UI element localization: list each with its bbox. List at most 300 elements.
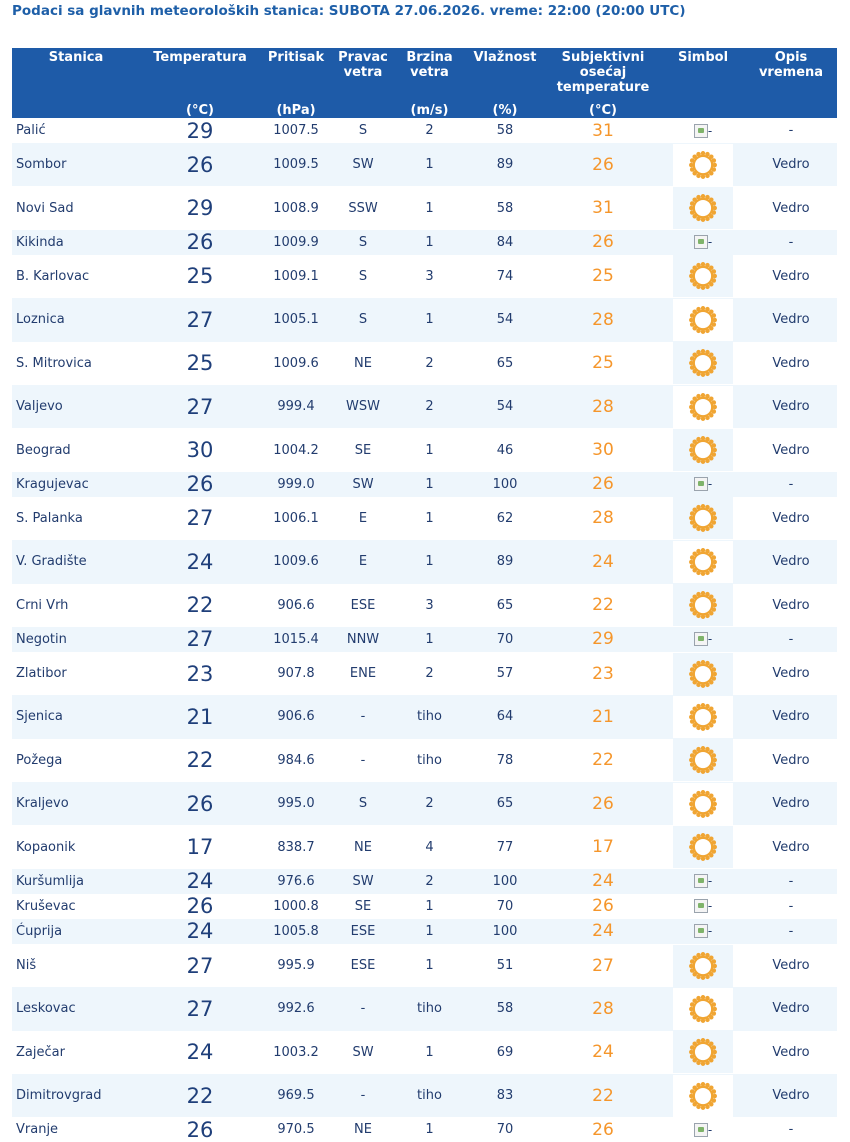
- table-row: [12, 186, 837, 229]
- pressure-value: 970.5: [260, 1117, 332, 1142]
- weather-description: -: [745, 472, 837, 497]
- weather-symbol-box: [673, 1031, 733, 1073]
- feels-like-value: 30: [545, 428, 661, 471]
- weather-description: Vedro: [745, 584, 837, 627]
- column-header: [745, 48, 837, 118]
- weather-description: Vedro: [745, 342, 837, 385]
- station-name: Niš: [12, 944, 140, 987]
- table-row: [12, 987, 837, 1030]
- broken-image-alt: -: [707, 874, 713, 889]
- humidity-value: 65: [465, 584, 545, 627]
- temperature-value: 23: [140, 652, 260, 695]
- broken-image-icon: [694, 924, 712, 938]
- column-header-label: Opis vremena: [758, 50, 824, 80]
- wind-speed-value: tiho: [394, 695, 465, 738]
- table-header-row: [12, 48, 837, 118]
- wind-direction-value: S: [332, 782, 394, 825]
- wind-direction-value: -: [332, 739, 394, 782]
- pressure-value: 1008.9: [260, 186, 332, 229]
- sun-icon: [688, 261, 718, 291]
- feels-like-value: 27: [545, 944, 661, 987]
- pressure-value: 1009.1: [260, 255, 332, 298]
- table-row: [12, 1117, 837, 1142]
- humidity-value: 70: [465, 894, 545, 919]
- sun-icon: [688, 702, 718, 732]
- weather-description: Vedro: [745, 1031, 837, 1074]
- station-name: Vranje: [12, 1117, 140, 1142]
- station-name: Kuršumlija: [12, 869, 140, 894]
- weather-description: Vedro: [745, 739, 837, 782]
- temperature-value: 26: [140, 1117, 260, 1142]
- column-header-label: Subjektivni osećaj temperature: [556, 50, 650, 95]
- broken-image-alt: -: [707, 899, 713, 914]
- weather-description: Vedro: [745, 497, 837, 540]
- weather-symbol: [661, 1074, 745, 1117]
- station-name: Loznica: [12, 298, 140, 341]
- feels-like-value: 25: [545, 342, 661, 385]
- table-row: [12, 230, 837, 255]
- weather-symbol-box: [673, 628, 733, 650]
- wind-speed-value: 1: [394, 497, 465, 540]
- weather-symbol-box: [673, 386, 733, 428]
- humidity-value: 89: [465, 143, 545, 186]
- temperature-value: 27: [140, 987, 260, 1030]
- weather-symbol-box: [673, 945, 733, 987]
- weather-description: -: [745, 919, 837, 944]
- weather-description: Vedro: [745, 143, 837, 186]
- column-header: [394, 48, 465, 118]
- column-header-unit: (m/s): [410, 103, 449, 118]
- pressure-value: 1009.6: [260, 342, 332, 385]
- feels-like-value: 26: [545, 1117, 661, 1142]
- feels-like-value: 24: [545, 1031, 661, 1074]
- temperature-value: 27: [140, 627, 260, 652]
- weather-symbol: [661, 472, 745, 497]
- pressure-value: 906.6: [260, 584, 332, 627]
- weather-symbol: [661, 143, 745, 186]
- sun-icon: [688, 659, 718, 689]
- weather-symbol: [661, 695, 745, 738]
- humidity-value: 74: [465, 255, 545, 298]
- humidity-value: 64: [465, 695, 545, 738]
- broken-image-icon: [694, 899, 712, 913]
- wind-direction-value: NE: [332, 342, 394, 385]
- sun-icon: [688, 745, 718, 775]
- table-row: [12, 540, 837, 583]
- broken-image-icon: [694, 632, 712, 646]
- wind-direction-value: SW: [332, 472, 394, 497]
- weather-description: Vedro: [745, 385, 837, 428]
- column-header: [545, 48, 661, 118]
- broken-image-alt: -: [707, 235, 713, 250]
- wind-direction-value: ESE: [332, 584, 394, 627]
- weather-symbol-box: [673, 299, 733, 341]
- wind-speed-value: 1: [394, 944, 465, 987]
- weather-description: -: [745, 230, 837, 255]
- sun-icon: [688, 305, 718, 335]
- pressure-value: 995.0: [260, 782, 332, 825]
- station-name: Valjevo: [12, 385, 140, 428]
- wind-direction-value: NE: [332, 825, 394, 868]
- humidity-value: 100: [465, 472, 545, 497]
- weather-description: Vedro: [745, 652, 837, 695]
- wind-speed-value: 2: [394, 118, 465, 143]
- pressure-value: 1006.1: [260, 497, 332, 540]
- temperature-value: 29: [140, 186, 260, 229]
- weather-symbol: [661, 1117, 745, 1142]
- temperature-value: 22: [140, 1074, 260, 1117]
- table-row: [12, 695, 837, 738]
- feels-like-value: 31: [545, 118, 661, 143]
- weather-symbol-box: [673, 653, 733, 695]
- weather-symbol-box: [673, 920, 733, 942]
- sun-icon: [688, 392, 718, 422]
- sun-icon: [688, 1037, 718, 1067]
- table-row: [12, 627, 837, 652]
- sun-icon: [688, 348, 718, 378]
- temperature-value: 22: [140, 739, 260, 782]
- weather-symbol: [661, 782, 745, 825]
- sun-icon: [688, 951, 718, 981]
- weather-symbol: [661, 1031, 745, 1074]
- pressure-value: 906.6: [260, 695, 332, 738]
- station-name: Palić: [12, 118, 140, 143]
- temperature-value: 24: [140, 1031, 260, 1074]
- weather-symbol: [661, 186, 745, 229]
- wind-direction-value: E: [332, 540, 394, 583]
- wind-direction-value: SE: [332, 894, 394, 919]
- pressure-value: 976.6: [260, 869, 332, 894]
- pressure-value: 1005.1: [260, 298, 332, 341]
- wind-speed-value: 1: [394, 1031, 465, 1074]
- pressure-value: 1004.2: [260, 428, 332, 471]
- feels-like-value: 22: [545, 584, 661, 627]
- feels-like-value: 26: [545, 894, 661, 919]
- pressure-value: 1009.5: [260, 143, 332, 186]
- table-row: [12, 869, 837, 894]
- pressure-value: 1007.5: [260, 118, 332, 143]
- station-name: V. Gradište: [12, 540, 140, 583]
- table-row: [12, 652, 837, 695]
- temperature-value: 26: [140, 143, 260, 186]
- feels-like-value: 21: [545, 695, 661, 738]
- temperature-value: 25: [140, 342, 260, 385]
- table-row: [12, 739, 837, 782]
- table-row: [12, 944, 837, 987]
- table-row: [12, 143, 837, 186]
- humidity-value: 54: [465, 298, 545, 341]
- pressure-value: 999.4: [260, 385, 332, 428]
- wind-speed-value: 1: [394, 919, 465, 944]
- wind-speed-value: 1: [394, 540, 465, 583]
- temperature-value: 26: [140, 894, 260, 919]
- weather-symbol-box: [673, 120, 733, 142]
- humidity-value: 54: [465, 385, 545, 428]
- feels-like-value: 22: [545, 1074, 661, 1117]
- pressure-value: 984.6: [260, 739, 332, 782]
- weather-description: Vedro: [745, 540, 837, 583]
- temperature-value: 22: [140, 584, 260, 627]
- pressure-value: 907.8: [260, 652, 332, 695]
- wind-speed-value: 1: [394, 186, 465, 229]
- wind-speed-value: 2: [394, 782, 465, 825]
- station-name: Kopaonik: [12, 825, 140, 868]
- weather-symbol-box: [673, 895, 733, 917]
- feels-like-value: 26: [545, 782, 661, 825]
- broken-image-frame: [694, 632, 708, 646]
- weather-symbol-box: [673, 696, 733, 738]
- weather-symbol-box: [673, 739, 733, 781]
- weather-symbol: [661, 428, 745, 471]
- pressure-value: 1005.8: [260, 919, 332, 944]
- pressure-value: 992.6: [260, 987, 332, 1030]
- weather-symbol-box: [673, 429, 733, 471]
- wind-speed-value: tiho: [394, 987, 465, 1030]
- humidity-value: 58: [465, 987, 545, 1030]
- broken-image-alt: -: [707, 123, 713, 138]
- table-row: [12, 298, 837, 341]
- weather-description: -: [745, 1117, 837, 1142]
- humidity-value: 58: [465, 186, 545, 229]
- wind-speed-value: 1: [394, 428, 465, 471]
- humidity-value: 83: [465, 1074, 545, 1117]
- wind-direction-value: SW: [332, 1031, 394, 1074]
- broken-image-frame: [694, 924, 708, 938]
- table-row: [12, 385, 837, 428]
- weather-symbol-box: [673, 342, 733, 384]
- broken-image-frame: [694, 874, 708, 888]
- humidity-value: 70: [465, 627, 545, 652]
- wind-speed-value: 2: [394, 342, 465, 385]
- weather-symbol-box: [673, 584, 733, 626]
- weather-symbol-box: [673, 255, 733, 297]
- feels-like-value: 17: [545, 825, 661, 868]
- temperature-value: 26: [140, 782, 260, 825]
- wind-speed-value: tiho: [394, 1074, 465, 1117]
- weather-description: Vedro: [745, 298, 837, 341]
- table-row: [12, 255, 837, 298]
- station-name: S. Palanka: [12, 497, 140, 540]
- weather-symbol-box: [673, 187, 733, 229]
- column-header-unit: (°C): [186, 103, 214, 118]
- station-name: Dimitrovgrad: [12, 1074, 140, 1117]
- wind-direction-value: E: [332, 497, 394, 540]
- wind-speed-value: 1: [394, 1117, 465, 1142]
- weather-symbol: [661, 627, 745, 652]
- table-row: [12, 782, 837, 825]
- wind-direction-value: -: [332, 695, 394, 738]
- column-header-label: Pravac vetra: [338, 50, 388, 80]
- table-row: [12, 1074, 837, 1117]
- humidity-value: 51: [465, 944, 545, 987]
- wind-direction-value: ESE: [332, 944, 394, 987]
- wind-speed-value: 3: [394, 255, 465, 298]
- table-body: [12, 118, 837, 1142]
- weather-symbol-box: [673, 541, 733, 583]
- temperature-value: 24: [140, 540, 260, 583]
- weather-stations-table: [12, 48, 837, 1142]
- pressure-value: 1015.4: [260, 627, 332, 652]
- weather-symbol: [661, 385, 745, 428]
- sun-icon: [688, 590, 718, 620]
- feels-like-value: 26: [545, 143, 661, 186]
- weather-symbol-box: [673, 497, 733, 539]
- wind-speed-value: 1: [394, 298, 465, 341]
- column-header: [332, 48, 394, 118]
- weather-symbol-box: [673, 144, 733, 186]
- pressure-value: 1009.6: [260, 540, 332, 583]
- station-name: Požega: [12, 739, 140, 782]
- column-header-label: Stanica: [48, 50, 104, 65]
- wind-direction-value: SW: [332, 869, 394, 894]
- wind-direction-value: ENE: [332, 652, 394, 695]
- column-header: [140, 48, 260, 118]
- wind-speed-value: tiho: [394, 739, 465, 782]
- feels-like-value: 28: [545, 385, 661, 428]
- station-name: Leskovac: [12, 987, 140, 1030]
- station-name: S. Mitrovica: [12, 342, 140, 385]
- wind-direction-value: -: [332, 1074, 394, 1117]
- wind-direction-value: SE: [332, 428, 394, 471]
- table-row: [12, 497, 837, 540]
- column-header-unit: (hPa): [276, 103, 316, 118]
- column-header-label: Pritisak: [267, 50, 325, 65]
- pressure-value: 838.7: [260, 825, 332, 868]
- feels-like-value: 28: [545, 298, 661, 341]
- sun-icon: [688, 832, 718, 862]
- feels-like-value: 31: [545, 186, 661, 229]
- weather-description: Vedro: [745, 944, 837, 987]
- wind-direction-value: S: [332, 255, 394, 298]
- station-name: Kikinda: [12, 230, 140, 255]
- column-header: [661, 48, 745, 118]
- weather-symbol: [661, 894, 745, 919]
- wind-direction-value: SW: [332, 143, 394, 186]
- weather-symbol: [661, 298, 745, 341]
- sun-icon: [688, 150, 718, 180]
- wind-speed-value: 2: [394, 385, 465, 428]
- feels-like-value: 26: [545, 230, 661, 255]
- wind-speed-value: 2: [394, 652, 465, 695]
- station-name: Beograd: [12, 428, 140, 471]
- weather-description: Vedro: [745, 255, 837, 298]
- table-row: [12, 894, 837, 919]
- humidity-value: 70: [465, 1117, 545, 1142]
- weather-description: -: [745, 118, 837, 143]
- table-row: [12, 584, 837, 627]
- broken-image-frame: [694, 1123, 708, 1137]
- column-header-unit: (%): [492, 103, 518, 118]
- feels-like-value: 29: [545, 627, 661, 652]
- weather-description: -: [745, 894, 837, 919]
- column-header: [465, 48, 545, 118]
- feels-like-value: 23: [545, 652, 661, 695]
- column-header-label: Simbol: [677, 50, 729, 65]
- weather-symbol: [661, 230, 745, 255]
- temperature-value: 26: [140, 230, 260, 255]
- weather-description: -: [745, 869, 837, 894]
- feels-like-value: 28: [545, 497, 661, 540]
- feels-like-value: 22: [545, 739, 661, 782]
- column-header: [260, 48, 332, 118]
- feels-like-value: 24: [545, 869, 661, 894]
- weather-description: Vedro: [745, 987, 837, 1030]
- weather-description: Vedro: [745, 1074, 837, 1117]
- weather-description: Vedro: [745, 186, 837, 229]
- weather-symbol-box: [673, 870, 733, 892]
- humidity-value: 58: [465, 118, 545, 143]
- broken-image-alt: -: [707, 924, 713, 939]
- pressure-value: 999.0: [260, 472, 332, 497]
- table-row: [12, 1031, 837, 1074]
- broken-image-icon: [694, 477, 712, 491]
- temperature-value: 27: [140, 298, 260, 341]
- wind-direction-value: S: [332, 298, 394, 341]
- wind-speed-value: 1: [394, 472, 465, 497]
- feels-like-value: 24: [545, 540, 661, 583]
- wind-speed-value: 1: [394, 627, 465, 652]
- broken-image-icon: [694, 1123, 712, 1137]
- humidity-value: 78: [465, 739, 545, 782]
- weather-description: Vedro: [745, 428, 837, 471]
- wind-speed-value: 1: [394, 143, 465, 186]
- broken-image-alt: -: [707, 477, 713, 492]
- weather-symbol-box: [673, 1075, 733, 1117]
- feels-like-value: 24: [545, 919, 661, 944]
- sun-icon: [688, 547, 718, 577]
- humidity-value: 100: [465, 869, 545, 894]
- broken-image-icon: [694, 124, 712, 138]
- table-row: [12, 428, 837, 471]
- station-name: Negotin: [12, 627, 140, 652]
- weather-description: Vedro: [745, 782, 837, 825]
- humidity-value: 100: [465, 919, 545, 944]
- humidity-value: 84: [465, 230, 545, 255]
- sun-icon: [688, 994, 718, 1024]
- weather-symbol: [661, 825, 745, 868]
- pressure-value: 1000.8: [260, 894, 332, 919]
- weather-symbol-box: [673, 826, 733, 868]
- weather-symbol: [661, 584, 745, 627]
- weather-symbol: [661, 944, 745, 987]
- wind-direction-value: NE: [332, 1117, 394, 1142]
- broken-image-icon: [694, 235, 712, 249]
- feels-like-value: 25: [545, 255, 661, 298]
- broken-image-frame: [694, 235, 708, 249]
- table-row: [12, 472, 837, 497]
- sun-icon: [688, 193, 718, 223]
- table-row: [12, 919, 837, 944]
- column-header-unit: (°C): [589, 103, 617, 118]
- broken-image-icon: [694, 874, 712, 888]
- station-name: Sombor: [12, 143, 140, 186]
- temperature-value: 27: [140, 497, 260, 540]
- weather-description: Vedro: [745, 695, 837, 738]
- temperature-value: 30: [140, 428, 260, 471]
- station-name: Novi Sad: [12, 186, 140, 229]
- wind-speed-value: 3: [394, 584, 465, 627]
- weather-symbol: [661, 540, 745, 583]
- weather-description: Vedro: [745, 825, 837, 868]
- sun-icon: [688, 435, 718, 465]
- station-name: Kragujevac: [12, 472, 140, 497]
- humidity-value: 89: [465, 540, 545, 583]
- station-name: Zlatibor: [12, 652, 140, 695]
- feels-like-value: 28: [545, 987, 661, 1030]
- weather-symbol: [661, 869, 745, 894]
- weather-symbol-box: [673, 988, 733, 1030]
- wind-speed-value: 2: [394, 869, 465, 894]
